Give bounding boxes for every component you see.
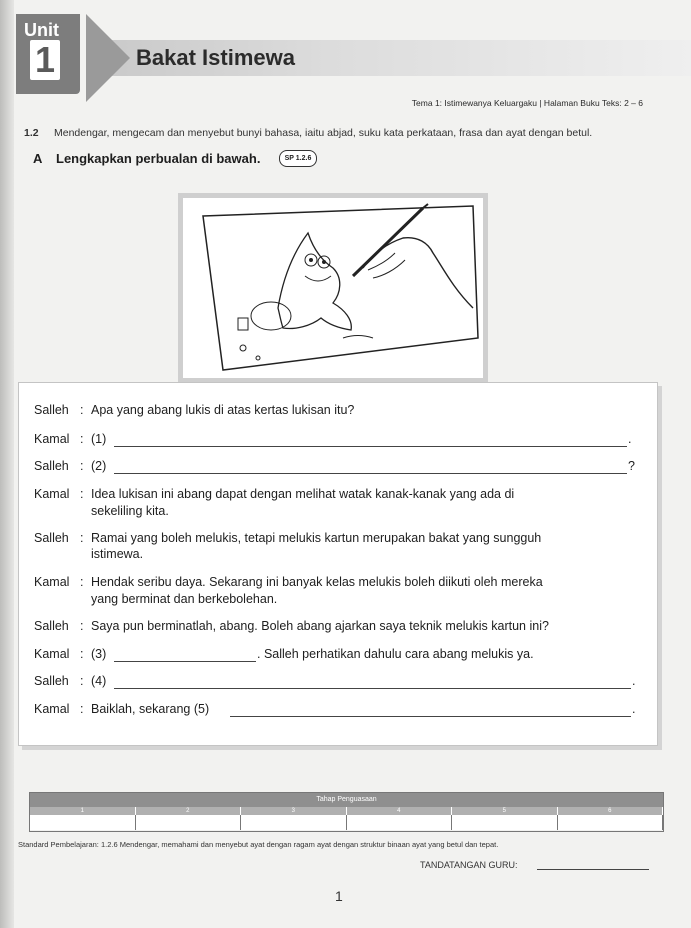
dialogue-text-cont: sekeliling kita. (91, 504, 169, 518)
answer-blank-5[interactable] (230, 716, 631, 717)
section-letter: A (33, 151, 43, 166)
cartoon-drawing-illustration (178, 193, 488, 383)
dialogue-text: Idea lukisan ini abang dapat dengan melihat watak kanak-kanak yang ada di (91, 487, 515, 501)
drawing-hand-illustration (183, 198, 483, 378)
blank-number: (4) (91, 674, 107, 688)
answer-blank-3[interactable] (114, 661, 256, 662)
speaker-name: Kamal (34, 702, 70, 716)
theme-reference: Tema 1: Istimewanya Keluargaku | Halaman Buku Teks: 2 – 6 (411, 98, 643, 108)
dialogue-text: Apa yang abang lukis di atas kertas lukisan itu? (91, 403, 355, 417)
colon: : (80, 459, 84, 473)
dialogue-text-cont: yang berminat dan berkebolehan. (91, 592, 278, 606)
speaker-name: Kamal (34, 487, 70, 501)
level-label: 6 (558, 807, 664, 815)
speaker-name: Kamal (34, 647, 70, 661)
speaker-name: Salleh (34, 403, 69, 417)
speaker-name: Kamal (34, 432, 70, 446)
speaker-name: Salleh (34, 619, 69, 633)
dialogue-text: Hendak seribu daya. Sekarang ini banyak kelas melukis boleh diikuti oleh mereka (91, 575, 543, 589)
page-gutter (0, 0, 14, 928)
teacher-signature-label: TANDATANGAN GURU: (420, 860, 518, 870)
level-label: 5 (452, 807, 558, 815)
level-cell[interactable] (241, 815, 347, 830)
mastery-level-header-row (30, 807, 663, 815)
speaker-name: Salleh (34, 674, 69, 688)
level-label: 4 (347, 807, 453, 815)
blank-number: (1) (91, 432, 107, 446)
line-end: . (628, 432, 632, 446)
level-cell[interactable] (347, 815, 453, 830)
sp-badge: SP 1.2.6 (279, 150, 317, 167)
standard-text: Mendengar, mengecam dan menyebut bunyi bahasa, iaitu abjad, suku kata perkataan, frasa dan ayat dengan betul. (54, 127, 593, 139)
level-cell[interactable] (30, 815, 136, 830)
level-label: 1 (30, 807, 136, 815)
level-label: 3 (241, 807, 347, 815)
answer-blank-4[interactable] (114, 688, 631, 689)
dialogue-box (18, 382, 658, 746)
speaker-name: Salleh (34, 531, 69, 545)
colon: : (80, 403, 84, 417)
title-arrow-decoration (86, 14, 130, 102)
colon: : (80, 432, 84, 446)
dialogue-text: Saya pun berminatlah, abang. Boleh abang ajarkan saya teknik melukis kartun ini? (91, 619, 549, 633)
page-number: 1 (335, 888, 343, 904)
speaker-name: Salleh (34, 459, 69, 473)
answer-blank-2[interactable] (114, 473, 627, 474)
dialogue-text: Baiklah, sekarang (5) (91, 702, 210, 716)
mastery-level-table (29, 792, 664, 832)
colon: : (80, 531, 84, 545)
unit-word: Unit (24, 20, 59, 40)
dialogue-text-cont: istimewa. (91, 547, 144, 561)
learning-standard-note: Standard Pembelajaran: 1.2.6 Mendengar, memahami dan menyebut ayat dengan ragam ayat dengan struktur binaan ayat yang betul dan tepat. (18, 840, 499, 849)
unit-number: 1 (30, 40, 60, 80)
level-cell[interactable] (558, 815, 664, 830)
standard-code: 1.2 (24, 127, 39, 139)
line-end: . (632, 702, 636, 716)
line-end: ? (628, 459, 635, 473)
mastery-level-checkbox-row (30, 815, 663, 830)
page-title: Bakat Istimewa (136, 45, 295, 70)
answer-blank-1[interactable] (114, 446, 627, 447)
level-cell[interactable] (452, 815, 558, 830)
colon: : (80, 674, 84, 688)
colon: : (80, 619, 84, 633)
dialogue-text: Ramai yang boleh melukis, tetapi melukis kartun merupakan bakat yang sungguh (91, 531, 542, 545)
level-label: 2 (136, 807, 242, 815)
mastery-level-title: Tahap Penguasaan (30, 793, 663, 807)
dialogue-text: . Salleh perhatikan dahulu cara abang melukis ya. (257, 647, 534, 661)
blank-number: (2) (91, 459, 107, 473)
colon: : (80, 702, 84, 716)
colon: : (80, 487, 84, 501)
dialogue-line (34, 403, 69, 417)
line-end: . (632, 674, 636, 688)
blank-number: (3) (91, 647, 107, 661)
level-cell[interactable] (136, 815, 242, 830)
teacher-signature-line[interactable] (537, 869, 649, 870)
colon: : (80, 647, 84, 661)
section-instruction: Lengkapkan perbualan di bawah. (56, 151, 261, 166)
bleed-through-text (40, 168, 43, 192)
speaker-name: Kamal (34, 575, 70, 589)
colon: : (80, 575, 84, 589)
